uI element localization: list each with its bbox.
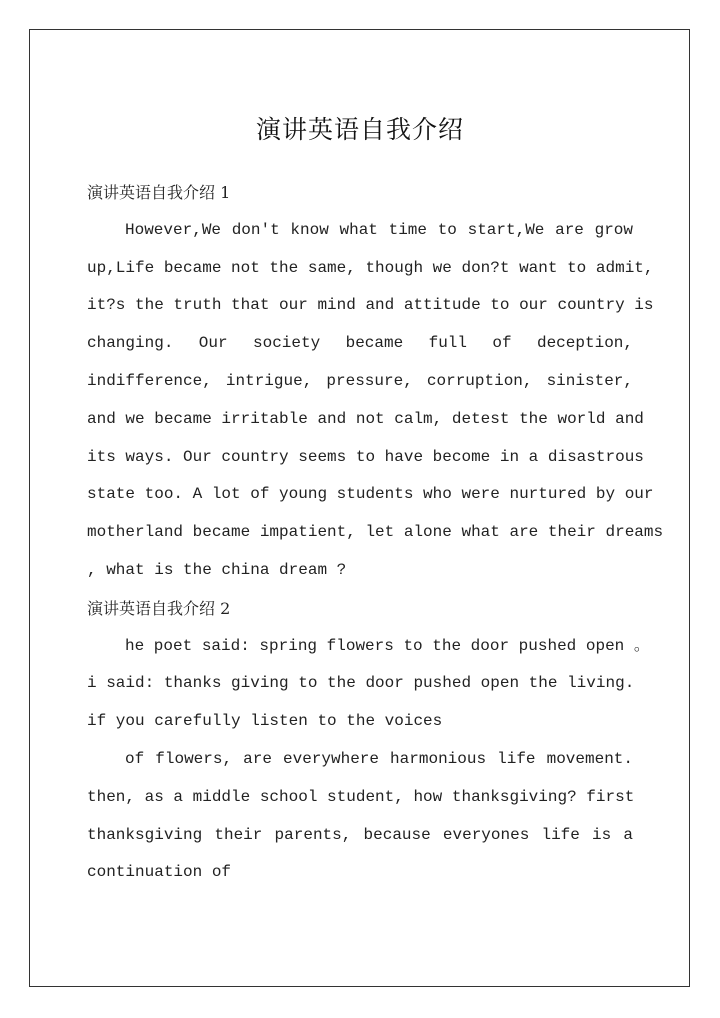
paragraph-line: and we became irritable and not calm, detest the world and: [87, 409, 644, 428]
document-title: 演讲英语自我介绍: [255, 115, 464, 144]
paragraph-line: up,Life became not the same, though we don?t want to admit,: [87, 258, 654, 277]
paragraph-line: However,We don't know what time to start,We are grow: [125, 220, 633, 239]
paragraph-line: continuation of: [87, 863, 232, 882]
paragraph-line: changing. Our society became full of deception,: [87, 334, 633, 353]
paragraph-line: its ways. Our country seems to have become in a disastrous: [87, 447, 644, 466]
paragraph-line: if you carefully listen to the voices: [87, 712, 443, 731]
paragraph-line: he poet said: spring flowers to the door pushed open 。: [125, 636, 650, 655]
paragraph-line: then, as a middle school student, how thanksgiving? first: [87, 787, 635, 806]
document-body: [87, 174, 664, 892]
paragraph-line: motherland became impatient, let alone what are their dreams: [87, 523, 664, 542]
paragraph-line: it?s the truth that our mind and attitude to our country is: [87, 296, 654, 315]
section-heading-2: 演讲英语自我介绍 2: [87, 598, 231, 618]
paragraph-line: i said: thanks giving to the door pushed open the living.: [87, 674, 635, 693]
paragraph-line: state too. A lot of young students who were nurtured by our: [87, 485, 654, 504]
section-heading-1: 演讲英语自我介绍 1: [87, 183, 231, 202]
paragraph-line: thanksgiving their parents, because everyones life is a: [87, 825, 633, 844]
paragraph-line: indifference, intrigue, pressure, corruption, sinister,: [87, 371, 633, 390]
paragraph-line: of flowers, are everywhere harmonious life movement.: [125, 749, 633, 768]
paragraph-line: , what is the china dream ?: [87, 560, 347, 579]
